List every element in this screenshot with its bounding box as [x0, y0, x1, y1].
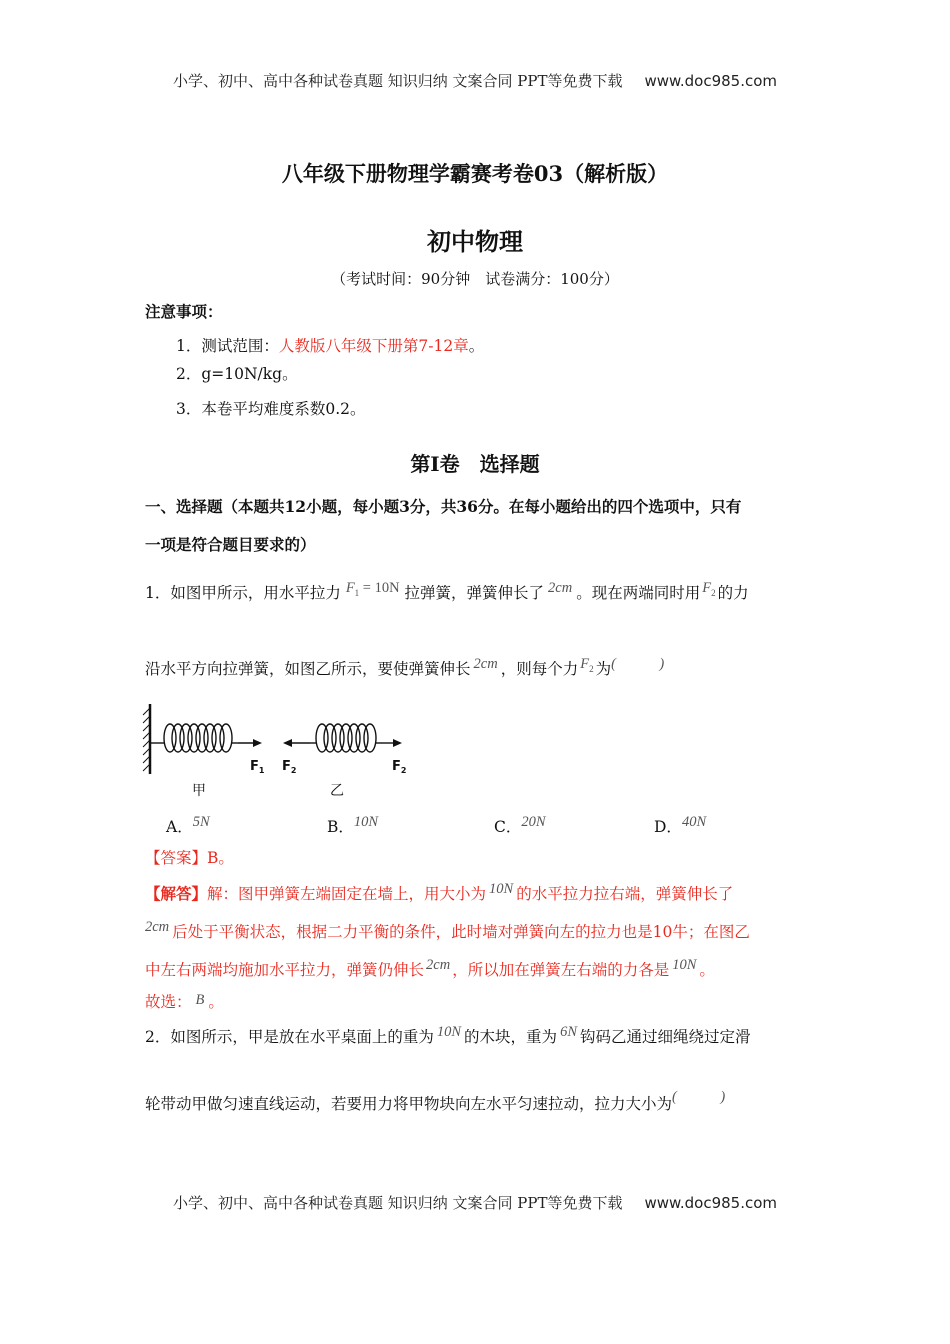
spring-jia — [150, 724, 238, 752]
spring-figure — [140, 700, 420, 800]
q2-math-10n: 10N — [436, 1024, 462, 1040]
q1-option-c-letter: C． — [494, 818, 522, 836]
q1-solution-line-1 — [145, 881, 734, 903]
q1-option-a-letter: A． — [166, 818, 193, 836]
footer-text: 小学、初中、高中各种试卷真题 知识归纳 文案合同 PPT等免费下载 — [172, 1194, 623, 1212]
q1-option-d-value: 40N — [681, 814, 707, 830]
exam-info: （考试时间：90分钟 试卷满分：100分） — [331, 270, 619, 288]
q2-text-2: 轮带动甲做匀速直线运动，若要用力将甲物块向左水平匀速拉动，拉力大小为 — [145, 1095, 673, 1113]
q1-math-f1-val: = 10N — [362, 580, 400, 596]
q1-solution-l3c: 。 — [699, 961, 715, 979]
q1-option-b-value: 10N — [353, 814, 379, 830]
q1-math-f2-b — [580, 656, 593, 672]
q1-option-b[interactable] — [327, 815, 378, 837]
q1-solution-l4a: 故选： — [145, 993, 192, 1011]
q1-solution-line-4 — [145, 992, 224, 1011]
label-yi: 乙 — [330, 783, 344, 799]
q1-line-2 — [145, 656, 665, 680]
q1-solution-math-b: B — [195, 992, 205, 1008]
q1-math-f2-sym: F — [702, 580, 712, 596]
q1-option-d-letter: D． — [654, 818, 682, 836]
q1-math-f2 — [702, 580, 715, 596]
note-item-1-suffix: 。 — [468, 337, 485, 355]
section-title: 第Ⅰ卷 选择题 — [410, 452, 540, 476]
q1-solution-l1c: 的水平拉力拉右端，弹簧伸长了 — [516, 885, 734, 903]
q1-option-a[interactable] — [166, 815, 210, 837]
q1-text-c: 。现在两端同时用 — [576, 584, 701, 602]
q1-option-c-value: 20N — [521, 814, 546, 830]
arrow-f2-right — [382, 739, 402, 747]
q1-option-b-letter: B． — [327, 818, 354, 836]
q1-solution-math-2cm-b: 2cm — [426, 957, 451, 973]
label-jia: 甲 — [192, 783, 206, 799]
q1-math-2cm: 2cm — [548, 580, 573, 596]
label-f2-left: $F_2$ — [282, 759, 297, 775]
header-site-link[interactable]: www.doc985.com — [644, 72, 778, 90]
q1-solution-l1b: 解：图甲弹簧左端固定在墙上，用大小为 — [207, 885, 487, 903]
q1-solution-math-10n-b: 10N — [672, 957, 697, 973]
q1-solution-line-3 — [145, 957, 715, 979]
note-item-2: 2．g=10N/kg。 — [176, 365, 298, 383]
q1-math-f2b-sym: F — [580, 656, 590, 672]
note-item-1-prefix: 1．测试范围： — [176, 337, 279, 355]
q2-math-6n: 6N — [560, 1024, 577, 1040]
arrow-f1 — [238, 739, 262, 747]
document-title: 八年级下册物理学霸赛考卷03（解析版） — [281, 161, 669, 186]
part1-line-2: 一项是符合题目要求的） — [145, 535, 316, 554]
q1-solution-line-2 — [145, 919, 750, 941]
q1-math-f2b-sub: 2 — [589, 663, 594, 674]
q1-math-f1 — [346, 580, 400, 596]
q1-math-f2-sub: 2 — [711, 587, 716, 598]
note-item-1-range: 人教版八年级下册第7-12章 — [278, 337, 469, 355]
q1-math-2cm-b: 2cm — [473, 656, 498, 672]
q1-option-a-value: 5N — [192, 814, 210, 830]
q2-text-a: 2．如图所示，甲是放在水平桌面上的重为 — [145, 1028, 434, 1046]
document-subtitle: 初中物理 — [427, 227, 523, 256]
q1-solution-l3b: ，所以加在弹簧左右端的力各是 — [452, 961, 670, 979]
part1-line-1: 一、选择题（本题共12小题，每小题3分，共36分。在每小题给出的四个选项中，只有 — [145, 497, 742, 516]
page-footer — [0, 1192, 950, 1213]
note-item-1 — [176, 339, 484, 355]
label-f1: $F_1$ — [250, 759, 265, 775]
q1-solution-l4b: 。 — [208, 993, 224, 1011]
q1-answer-paren: ( ) — [611, 656, 665, 672]
q2-text-b: 的木块，重为 — [464, 1028, 558, 1046]
page-header — [0, 70, 950, 91]
footer-site-link[interactable]: www.doc985.com — [644, 1194, 778, 1212]
header-text: 小学、初中、高中各种试卷真题 知识归纳 文案合同 PPT等免费下载 — [172, 72, 623, 90]
q2-answer-paren: ( ) — [672, 1089, 726, 1105]
q1-option-c[interactable] — [494, 815, 546, 837]
label-f2-right: $F_2$ — [392, 759, 407, 775]
q1-text-d: 的力 — [717, 584, 749, 602]
q2-text-c: 钩码乙通过细绳绕过定滑 — [579, 1028, 751, 1046]
q1-option-d[interactable] — [654, 815, 706, 837]
q1-solution-l2: 后处于平衡状态，根据二力平衡的条件，此时墙对弹簧向左的拉力也是10牛；在图乙 — [172, 923, 750, 941]
arrow-f2-left — [283, 739, 310, 747]
spring-yi — [310, 724, 382, 752]
q1-text-2a: 沿水平方向拉弹簧，如图乙所示，要使弹簧伸长 — [145, 660, 471, 678]
q1-solution-math-10n: 10N — [489, 881, 514, 897]
q1-math-f1-sub: 1 — [354, 587, 360, 598]
q1-text-2c: 为 — [595, 660, 612, 678]
q2-line-2 — [145, 1089, 726, 1113]
q1-math-f1-sym: F — [345, 580, 355, 596]
q1-text-a: 1．如图甲所示，用水平拉力 — [145, 584, 341, 602]
q1-answer: 【答案】B。 — [145, 849, 234, 867]
q1-solution-label: 【解答】 — [145, 884, 208, 903]
q1-solution-math-2cm: 2cm — [145, 919, 170, 935]
q1-text-2b: ，则每个力 — [500, 660, 579, 678]
notes-heading: 注意事项： — [145, 302, 223, 321]
q2-line-1 — [145, 1024, 751, 1046]
q1-solution-l3a: 中左右两端均施加水平拉力，弹簧仍伸长 — [145, 961, 425, 979]
note-item-3: 3．本卷平均难度系数0.2。 — [176, 400, 366, 418]
q1-text-b: 拉弹簧，弹簧伸长了 — [404, 584, 545, 602]
q1-line-1 — [145, 580, 749, 604]
